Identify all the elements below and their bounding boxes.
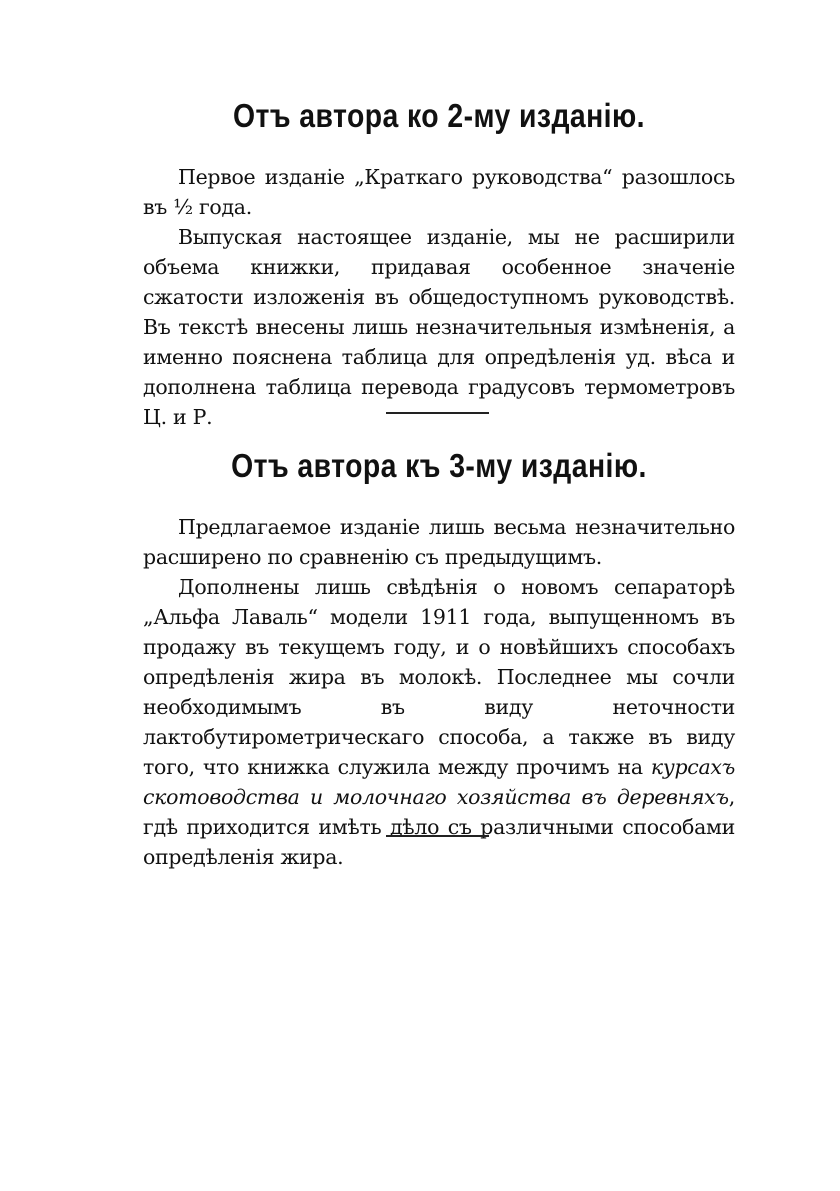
- end-divider: [386, 835, 489, 837]
- section-divider: [386, 412, 489, 414]
- heading-2nd-edition: Отъ автора ко 2-му изданію.: [233, 97, 645, 134]
- paragraph: Выпуская настоящее изданіе, мы не расширили объема книжки, придавая особенное значеніе сжатости изложенія въ общедоступномъ руководствѣ. Въ текстѣ внесены лишь незначительныя измѣненія, а именно пояснена таблица для опредѣленія уд. вѣса и дополнена таблица перевода градусовъ термометровъ Ц. и Р.: [143, 225, 735, 429]
- paragraph-text: , гдѣ приходится имѣть дѣло съ различными способами опредѣленія жира.: [143, 785, 735, 869]
- paragraph: Первое изданіе „Краткаго руководства“ разошлось въ ½ года.: [143, 165, 735, 219]
- body-3rd-edition: [143, 512, 735, 872]
- paragraph: [143, 572, 735, 872]
- paragraph-text: Дополнены лишь свѣдѣнія о новомъ сепараторѣ „Альфа Лаваль“ модели 1911 года, выпущенномъ въ продажу въ текущемъ году, и о новѣйшихъ способахъ опредѣленія жира въ молокѣ. Последнее мы сочли необходимымъ въ виду неточности лактобутирометрическаго способа, а также въ виду того, что книжка служила между прочимъ на: [143, 575, 735, 779]
- italic-course-name: курсахъ скотоводства и молочнаго хозяйства въ деревняхъ: [143, 755, 735, 809]
- paragraph: Предлагаемое изданіе лишь весьма незначительно расширено по сравненію съ предыдущимъ.: [143, 515, 735, 569]
- heading-3rd-edition: Отъ автора къ 3-му изданію.: [231, 447, 647, 484]
- preface-3rd-edition: [143, 446, 735, 872]
- body-2nd-edition: [143, 162, 735, 432]
- preface-2nd-edition: [143, 96, 735, 432]
